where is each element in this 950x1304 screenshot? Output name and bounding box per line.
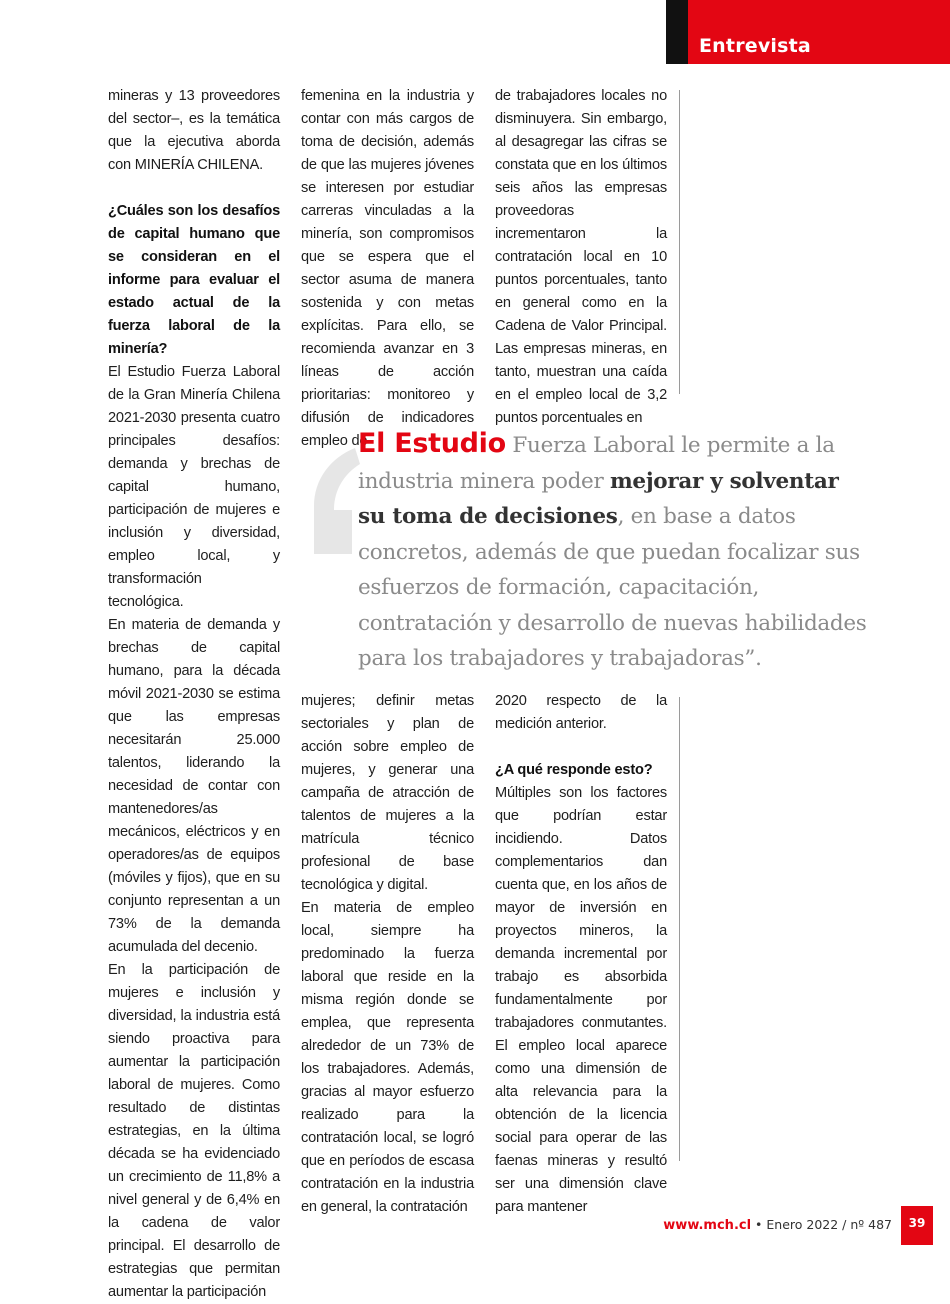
section-tab bbox=[666, 0, 950, 64]
column-1 bbox=[108, 85, 280, 1304]
section-label: Entrevista bbox=[699, 35, 811, 57]
footer-separator: • bbox=[751, 1217, 767, 1232]
col1-paragraph-2: El Estudio Fuerza Laboral de la Gran Minería Chilena 2021-2030 presenta cuatro principales desafíos: demanda y brechas de capital humano, participación de mujeres e inclusión y diversidad, empleo local, y transformación tecnológica. bbox=[108, 364, 280, 610]
footer-issue: Enero 2022 / nº 487 bbox=[766, 1217, 892, 1232]
quote-mark-icon bbox=[300, 440, 362, 560]
col2-bottom-paragraph-1: mujeres; definir metas sectoriales y plan de acción sobre empleo de mujeres, y generar una campaña de atracción de talentos de mujeres a la matrícula técnico profesional de base tecnológica y digital. bbox=[301, 693, 474, 893]
interview-question-1: ¿Cuáles son los desafíos de capital humano que se consideran en el informe para evaluar el estado actual de la fuerza laboral de la minería? bbox=[108, 203, 280, 357]
column-rule-bottom bbox=[679, 697, 680, 1161]
pull-quote bbox=[358, 426, 870, 677]
footer-site: www.mch.cl bbox=[663, 1218, 752, 1233]
col2-bottom-paragraph-2: En materia de empleo local, siempre ha predominado la fuerza laboral que reside en la misma región donde se emplea, que representa alrededor de un 73% de los trabajadores. Además, gracias al mayor esfuerzo realizado para la contratación local, se logró que en períodos de escasa contratación en la industria en general, la contratación bbox=[301, 900, 474, 1215]
column-2-bottom bbox=[301, 690, 474, 1219]
column-rule-top bbox=[679, 90, 680, 394]
interview-question-2: ¿A qué responde esto? bbox=[495, 762, 653, 778]
pull-quote-emphasis: mejorar y solventar su toma de decisiones bbox=[358, 468, 839, 529]
column-3-top bbox=[495, 85, 667, 430]
col2-top-paragraph: femenina en la industria y contar con más cargos de toma de decisión, además de que las mujeres jóvenes se interesen por estudiar carreras vinculadas a la minería, son compromisos que se espera que el sector asuma de manera sostenida y con metas explícitas. Para ello, se recomienda avanzar en 3 líneas de acción prioritarias: monitoreo y difusión de indicadores empleo de bbox=[301, 88, 474, 449]
page-number: 39 bbox=[901, 1206, 933, 1245]
column-3-bottom bbox=[495, 690, 667, 1219]
col3-top-paragraph: de trabajadores locales no disminuyera. Sin embargo, al desagregar las cifras se constata que en los últimos seis años las empresas proveedoras incrementaron la contratación local en 10 puntos porcentuales, tanto en general como en la Cadena de Valor Principal. Las empresas mineras, en tanto, muestran una caída en el empleo local de 3,2 puntos porcentuales en bbox=[495, 88, 667, 426]
col1-paragraph-3: En materia de demanda y brechas de capital humano, para la década móvil 2021-2030 se estima que las empresas necesitarán 25.000 talentos, liderando la necesidad de contar con mantenedores/as mecánicos, eléctricos y en operadores/as de equipos (móviles y fijos), que en su conjunto representan a un 73% de la demanda acumulada del decenio. bbox=[108, 617, 280, 955]
pull-quote-text-2: , en base a datos concretos, además de que puedan focalizar sus esfuerzos de formación, capacitación, contratación y desarrollo de nuevas habilidades para los trabajadores y trabajadoras”. bbox=[358, 504, 867, 671]
col3-bottom-paragraph-2: Múltiples son los factores que podrían estar incidiendo. Datos complementarios dan cuenta que, en los años de mayor de inversión en proyectos mineros, la demanda incremental por trabajo es absorbida fundamentalmente por trabajadores conmutantes. El empleo local aparece como una dimensión de alta relevancia para la obtención de la licencia social para operar de las faenas mineras y resultó ser una dimensión clave para mantener bbox=[495, 785, 667, 1215]
column-2-top bbox=[301, 85, 474, 453]
col3-bottom-paragraph-1: 2020 respecto de la medición anterior. bbox=[495, 693, 667, 732]
pull-quote-text-1: Fuerza Laboral le permite a la industria minera poder bbox=[358, 433, 835, 494]
col1-paragraph-1: mineras y 13 proveedores del sector–, es la temática que la ejecutiva aborda con MINERÍA CHILENA. bbox=[108, 88, 280, 173]
col1-paragraph-4: En la participación de mujeres e inclusión y diversidad, la industria está siendo proactiva para aumentar la participación laboral de mujeres. Como resultado de distintas estrategias, en la última década se ha evidenciado un crecimiento de 11,8% a nivel general y de 6,4% en la cadena de valor principal. El desarrollo de estrategias que permitan aumentar la participación bbox=[108, 962, 280, 1300]
footer bbox=[600, 1217, 892, 1233]
pull-quote-lead: El Estudio bbox=[358, 428, 506, 459]
